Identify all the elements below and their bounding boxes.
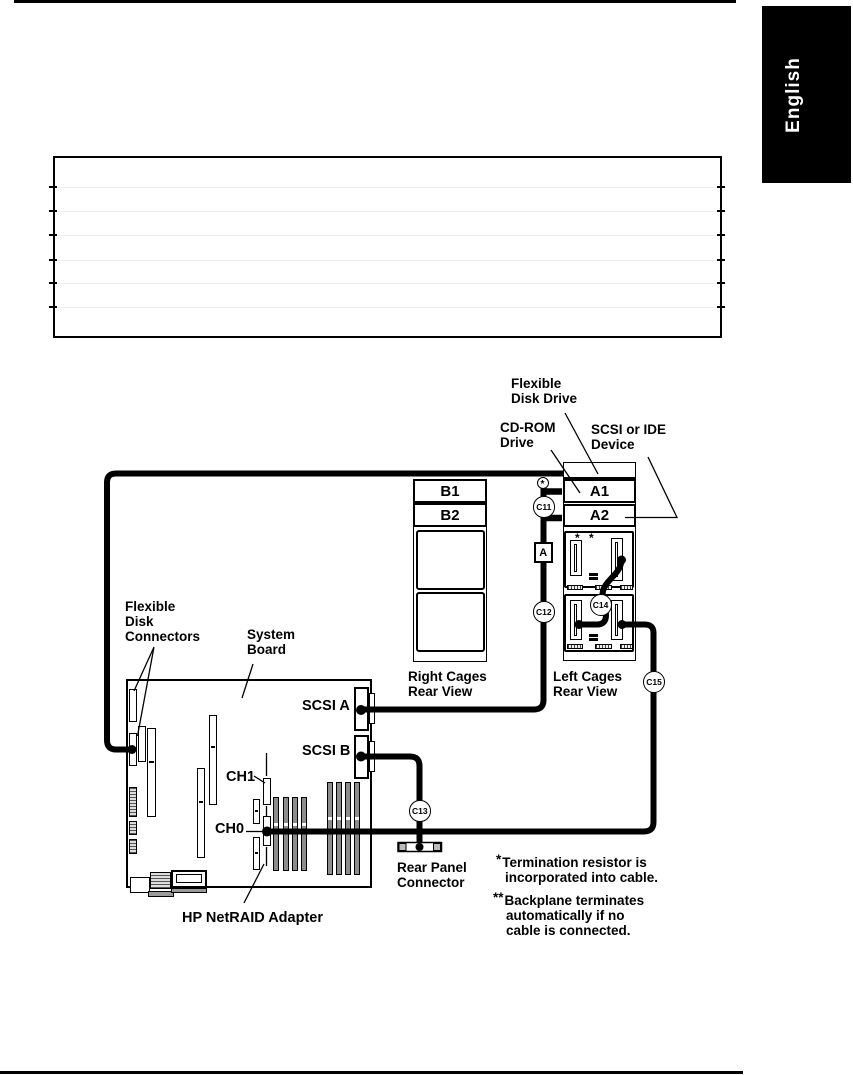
table-tick <box>717 306 725 308</box>
rear-io-connector <box>171 888 207 893</box>
label-ch0: CH0 <box>215 821 245 837</box>
rear-io-connector <box>130 877 150 893</box>
netraid-slot <box>253 837 260 870</box>
board-slot <box>197 768 205 858</box>
label-left-cages: Left Cages Rear View <box>553 669 623 699</box>
table-row-line <box>56 260 720 261</box>
scsi-b-connector-tab <box>369 741 375 772</box>
adapter-slot <box>273 797 279 871</box>
language-tab <box>762 6 851 183</box>
footnote-termination: *Termination resistor is incorporated into cable. <box>496 852 659 885</box>
backplane-strip <box>620 585 633 590</box>
table-row-line <box>56 307 720 308</box>
c15-label: C15 <box>646 677 662 687</box>
bay-a2-label: A2 <box>589 507 610 524</box>
footnote-marker: ** <box>493 890 504 905</box>
table-tick <box>717 282 725 284</box>
table-tick <box>717 210 725 212</box>
label-cdrom-drive: CD-ROM Drive <box>500 420 556 450</box>
c13-label: C13 <box>411 805 428 816</box>
a-box-label: A <box>539 546 548 559</box>
flexible-disk-connector-2 <box>129 733 137 766</box>
table-row-line <box>56 235 720 236</box>
table-tick <box>49 210 57 212</box>
expansion-slot <box>336 782 342 875</box>
label-flexible-disk-connectors: Flexible Disk Connectors <box>125 599 201 644</box>
callout-a-box <box>534 542 553 563</box>
language-tab-label: English <box>782 56 804 133</box>
table-row-line <box>56 211 720 212</box>
label-scsi-a: SCSI A <box>302 698 350 714</box>
footnote-backplane: **Backplane terminates automatically if no cable is connected. <box>493 890 645 938</box>
board-slot <box>138 726 146 762</box>
callout-c14 <box>590 594 612 616</box>
table-row-line <box>56 187 720 188</box>
c11-label: C11 <box>536 501 552 512</box>
right-cage-slot-1 <box>416 530 485 590</box>
backplane-connector <box>611 538 623 581</box>
board-slot <box>147 728 156 817</box>
backplane-strip <box>620 644 633 649</box>
label-hp-netraid-adapter: HP NetRAID Adapter <box>182 910 323 926</box>
label-flexible-disk-drive: Flexible Disk Drive <box>511 376 578 406</box>
rear-panel-connector-shape <box>398 843 442 852</box>
label-scsi-or-ide-device: SCSI or IDE Device <box>591 422 667 452</box>
callout-c12 <box>533 601 555 623</box>
ch0-connector <box>263 816 271 846</box>
table-tick <box>717 259 725 261</box>
scsi-a-connector-tab <box>369 693 375 724</box>
edge-connector <box>129 821 137 835</box>
adapter-slot <box>283 797 289 871</box>
expansion-slot <box>354 782 360 875</box>
bay-b2-label: B2 <box>440 506 460 524</box>
label-ch1: CH1 <box>226 769 256 785</box>
jumper-block <box>589 634 598 642</box>
adapter-slot <box>301 797 307 871</box>
label-scsi-b: SCSI B <box>302 743 351 759</box>
star-label: * <box>540 478 545 490</box>
backplane-connector <box>570 540 582 576</box>
adapter-slot <box>292 797 298 871</box>
netraid-slot <box>253 799 260 824</box>
callout-c15 <box>643 671 665 693</box>
footnote-marker: * <box>496 852 502 867</box>
backplane-connector <box>611 600 623 640</box>
table-tick <box>717 234 725 236</box>
bottom-rule <box>0 1071 743 1074</box>
notes-table <box>53 156 722 338</box>
table-tick <box>49 306 57 308</box>
bay-a1 <box>563 479 636 503</box>
bay-b1 <box>413 479 487 503</box>
callout-star <box>537 477 549 489</box>
table-tick <box>49 186 57 188</box>
callout-c11 <box>533 496 555 518</box>
backplane-strip <box>567 585 583 590</box>
scsi-b-connector <box>354 735 369 779</box>
right-cage-slot-2 <box>416 592 485 652</box>
bay-a2 <box>563 504 636 527</box>
table-tick <box>49 259 57 261</box>
flexible-disk-connector-1 <box>129 689 137 722</box>
callout-c13 <box>409 800 431 822</box>
edge-connector <box>129 787 137 817</box>
top-rule <box>14 0 736 3</box>
bay-b2 <box>413 503 487 527</box>
table-tick <box>49 282 57 284</box>
edge-connector <box>129 839 137 854</box>
double-star-note: * * <box>575 531 597 545</box>
bay-a1-label: A1 <box>589 482 610 500</box>
jumper-block <box>589 573 598 581</box>
table-row-line <box>56 283 720 284</box>
rear-io-connector-inner <box>176 874 202 883</box>
label-system-board: System Board <box>247 627 296 657</box>
backplane-strip <box>595 585 612 590</box>
bay-b1-label: B1 <box>440 482 460 500</box>
c14-label: C14 <box>592 600 609 610</box>
ch1-connector <box>263 778 271 805</box>
table-tick <box>717 186 725 188</box>
label-rear-panel-connector: Rear Panel Connector <box>397 860 467 890</box>
table-tick <box>49 234 57 236</box>
backplane-connector <box>570 600 582 640</box>
rear-io-connector <box>150 872 171 889</box>
scsi-a-connector <box>354 687 369 731</box>
label-right-cages: Right Cages Rear View <box>408 669 487 699</box>
backplane-strip <box>567 644 583 649</box>
board-slot <box>209 715 217 805</box>
backplane-strip <box>595 644 612 649</box>
expansion-slot <box>327 782 333 875</box>
expansion-slot <box>345 782 351 875</box>
c12-label: C12 <box>535 606 552 617</box>
